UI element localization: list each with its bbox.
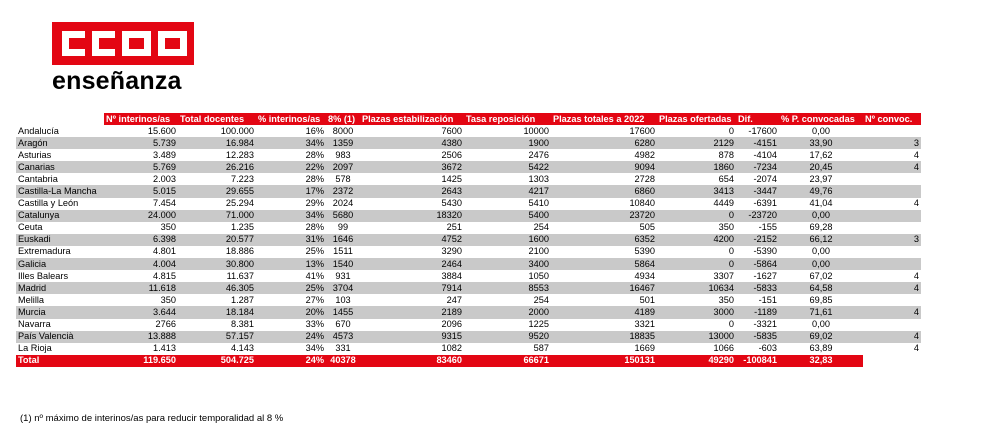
table-cell: 9520 <box>464 331 551 343</box>
table-cell: 71.000 <box>178 210 256 222</box>
table-cell: 1303 <box>528 173 549 184</box>
table-cell: -7234 <box>736 161 779 173</box>
table-cell: 2476 <box>528 149 549 160</box>
table-cell: 33% <box>305 319 324 330</box>
table-cell: 0,00 <box>812 125 830 136</box>
region-name: País Valencià <box>16 331 104 343</box>
table-cell: -1627 <box>753 270 777 281</box>
table-cell: 2129 <box>657 137 736 149</box>
table-cell: 11.618 <box>104 282 178 294</box>
table-cell: -5833 <box>736 282 779 294</box>
table-row <box>16 222 921 234</box>
table-cell: 22% <box>256 161 326 173</box>
table-cell: 100.000 <box>220 125 254 136</box>
total-cell: 83460 <box>360 355 464 367</box>
total-cell: 49290 <box>657 355 736 367</box>
header-blank-cell <box>16 113 104 125</box>
table-cell: -2152 <box>736 234 779 246</box>
table-cell: 0 <box>657 258 736 270</box>
table-cell: 1900 <box>464 137 551 149</box>
column-header: Plazas totales a 2022 <box>551 113 657 125</box>
table-cell: 254 <box>533 294 549 305</box>
table-cell: 2464 <box>360 258 464 270</box>
table-row <box>16 319 921 331</box>
table-cell <box>863 185 921 197</box>
table-cell: 2643 <box>360 185 464 197</box>
table-cell: 34% <box>256 210 326 222</box>
table-cell: 4 <box>863 331 921 343</box>
table-cell: 3400 <box>464 258 551 270</box>
column-header: Plazas estabilización <box>360 113 464 125</box>
table-cell: 13.888 <box>104 331 178 343</box>
column-header: Dif. <box>736 113 779 125</box>
total-cell: 24% <box>256 355 326 367</box>
column-header: 8% (1) <box>326 113 360 125</box>
table-cell: 1082 <box>441 343 462 354</box>
table-cell: 3413 <box>657 185 736 197</box>
table-cell: 6860 <box>551 185 657 197</box>
table-cell: 34% <box>305 343 324 354</box>
table-cell: -151 <box>758 294 777 305</box>
table-cell: 67,02 <box>809 270 833 281</box>
table-cell: 4200 <box>657 234 736 246</box>
total-cell: 66671 <box>464 355 551 367</box>
total-label: Total <box>16 355 104 367</box>
table-cell: 654 <box>718 173 734 184</box>
table-cell: 33,90 <box>779 137 863 149</box>
table-cell: 4 <box>913 343 919 354</box>
table-cell: 1.235 <box>231 222 254 233</box>
table-cell <box>863 210 921 222</box>
table-cell: 1600 <box>464 234 551 246</box>
table-cell: 878 <box>718 149 734 160</box>
table-row <box>16 282 921 294</box>
table-cell: 20.577 <box>178 234 256 246</box>
table-cell: 4449 <box>713 198 734 209</box>
table-cell: 23,97 <box>809 173 833 184</box>
table-cell: 18.886 <box>225 246 254 257</box>
table-row <box>16 234 921 246</box>
table-cell: -1189 <box>736 306 779 318</box>
table-cell: 2096 <box>441 319 462 330</box>
table-cell: 24% <box>256 331 326 343</box>
region-name: Canarias <box>16 161 104 173</box>
table-cell: 16467 <box>551 282 657 294</box>
table-cell: 350 <box>718 294 734 305</box>
table-cell: -3321 <box>753 319 777 330</box>
total-cell: -100841 <box>736 355 779 367</box>
table-cell: 578 <box>335 173 351 184</box>
table-cell: 7600 <box>441 125 462 136</box>
table-cell: 2506 <box>441 149 462 160</box>
table-cell: 27% <box>305 294 324 305</box>
table-cell: 1669 <box>634 343 655 354</box>
table-cell: 69,85 <box>809 294 833 305</box>
table-cell: 2372 <box>326 185 360 197</box>
table-row <box>16 331 921 343</box>
table-cell: 66,12 <box>779 234 863 246</box>
table-cell: 1.287 <box>231 294 254 305</box>
table-cell: 3290 <box>441 246 462 257</box>
table-cell: 3.644 <box>104 306 178 318</box>
table-cell: 25.294 <box>225 198 254 209</box>
table-cell: 505 <box>639 222 655 233</box>
table-cell: 41,04 <box>809 198 833 209</box>
table-row <box>16 270 921 282</box>
table-cell: 1540 <box>326 258 360 270</box>
table-cell: 3.489 <box>153 149 176 160</box>
table-cell: 46.305 <box>178 282 256 294</box>
table-cell: 64,58 <box>779 282 863 294</box>
table-cell: -3447 <box>736 185 779 197</box>
region-name: Cantabria <box>18 173 58 184</box>
table-cell: -155 <box>758 222 777 233</box>
table-cell: 4 <box>913 270 919 281</box>
table-cell: 1425 <box>441 173 462 184</box>
table-cell: 7914 <box>360 282 464 294</box>
region-name: Murcia <box>16 306 104 318</box>
table-cell: 3307 <box>713 270 734 281</box>
table-total-row <box>16 355 921 367</box>
region-name: Catalunya <box>16 210 104 222</box>
region-name: Ceuta <box>18 222 43 233</box>
table-cell: 4982 <box>634 149 655 160</box>
table-cell: 501 <box>639 294 655 305</box>
table-cell: 9315 <box>360 331 464 343</box>
table-cell: 8553 <box>464 282 551 294</box>
table-cell: 0 <box>728 125 734 136</box>
table-cell: 1.413 <box>153 343 176 354</box>
table-cell: 20% <box>256 306 326 318</box>
table-cell: 3000 <box>657 306 736 318</box>
table-row <box>16 137 921 149</box>
table-cell: 17% <box>256 185 326 197</box>
table-cell: 1066 <box>713 343 734 354</box>
table-cell: 20,45 <box>779 161 863 173</box>
table-row <box>16 210 921 222</box>
table-row <box>16 306 921 318</box>
table-cell: 5400 <box>464 210 551 222</box>
table-cell: 3672 <box>360 161 464 173</box>
table-cell <box>863 246 921 258</box>
column-header: Nº convoc. <box>863 113 921 125</box>
table-cell: 1646 <box>326 234 360 246</box>
table-cell: 4 <box>863 282 921 294</box>
table-cell <box>863 258 921 270</box>
table-cell: -603 <box>758 343 777 354</box>
table-cell: 4752 <box>360 234 464 246</box>
table-cell: 16.984 <box>178 137 256 149</box>
table-cell: 350 <box>160 222 176 233</box>
table-cell: 5410 <box>528 198 549 209</box>
table-cell: 8.381 <box>231 319 254 330</box>
table-cell: 0,00 <box>812 319 830 330</box>
table-cell: 4.143 <box>231 343 254 354</box>
table-cell: 5.015 <box>104 185 178 197</box>
table-cell: 34% <box>256 137 326 149</box>
table-cell: 7.454 <box>153 198 176 209</box>
table-cell: 18.184 <box>178 306 256 318</box>
table-cell: 17,62 <box>809 149 833 160</box>
total-cell: 32,83 <box>779 355 863 367</box>
table-cell <box>863 222 921 234</box>
table-cell: -23720 <box>736 210 779 222</box>
table-cell: 63,89 <box>809 343 833 354</box>
table-cell: 30.800 <box>178 258 256 270</box>
table-row <box>16 258 921 270</box>
table-cell: 18835 <box>551 331 657 343</box>
table-row <box>16 149 921 161</box>
column-header: Total docentes <box>178 113 256 125</box>
table-cell: 18320 <box>360 210 464 222</box>
table-cell: 2766 <box>155 319 176 330</box>
table-cell: -17600 <box>748 125 777 136</box>
table-cell: 15.600 <box>147 125 176 136</box>
footnote: (1) nº máximo de interinos/as para reducir temporalidad al 8 % <box>20 413 284 424</box>
table-cell: 247 <box>446 294 462 305</box>
table-row <box>16 185 921 197</box>
table-cell: 2097 <box>326 161 360 173</box>
table-cell: 0 <box>657 210 736 222</box>
column-header: Tasa reposición <box>464 113 551 125</box>
region-name: Extremadura <box>18 246 71 257</box>
total-cell: 119.650 <box>104 355 178 367</box>
table-cell: 2728 <box>634 173 655 184</box>
table-cell: 254 <box>533 222 549 233</box>
table-row <box>16 198 921 210</box>
table-cell: 587 <box>533 343 549 354</box>
table-cell: -4104 <box>753 149 777 160</box>
interinos-table <box>16 113 921 367</box>
table-cell: -2074 <box>753 173 777 184</box>
table-cell <box>863 319 921 331</box>
table-cell: 28% <box>305 173 324 184</box>
region-name: Asturias <box>18 149 52 160</box>
table-cell: 6280 <box>551 137 657 149</box>
table-cell: -6391 <box>753 198 777 209</box>
column-header: Plazas ofertadas <box>657 113 736 125</box>
table-cell: 11.637 <box>226 270 254 281</box>
table-cell: 49,76 <box>779 185 863 197</box>
table-cell: -5835 <box>736 331 779 343</box>
table-cell: 25% <box>305 246 324 257</box>
ccoo-logo <box>52 22 194 95</box>
table-cell: 23720 <box>551 210 657 222</box>
table-cell: 0,00 <box>812 246 830 257</box>
table-cell: 29.655 <box>178 185 256 197</box>
table-cell: 4 <box>913 198 919 209</box>
table-cell: 4217 <box>464 185 551 197</box>
table-cell: 10840 <box>629 198 655 209</box>
column-header: Nº interinos/as <box>104 113 178 125</box>
table-cell: 251 <box>446 222 462 233</box>
table-cell: 16% <box>305 125 324 136</box>
table-cell: 10000 <box>523 125 549 136</box>
table-cell: 41% <box>305 270 324 281</box>
table-cell: 69,02 <box>779 331 863 343</box>
table-cell: 1455 <box>326 306 360 318</box>
table-cell: 5390 <box>634 246 655 257</box>
table-cell: 4.815 <box>153 270 176 281</box>
table-cell: 26.216 <box>178 161 256 173</box>
table-row <box>16 343 921 355</box>
region-name: Galicia <box>16 258 104 270</box>
table-cell: 983 <box>335 149 351 160</box>
table-cell: 0 <box>728 246 734 257</box>
table-cell: 6352 <box>551 234 657 246</box>
table-cell: 0 <box>728 319 734 330</box>
table-row <box>16 125 921 137</box>
table-cell: 31% <box>256 234 326 246</box>
table-cell: 4.801 <box>153 246 176 257</box>
table-cell: 71,61 <box>779 306 863 318</box>
ccoo-brand-mark <box>52 22 194 65</box>
table-cell: 1860 <box>657 161 736 173</box>
region-name: Melilla <box>18 294 45 305</box>
table-cell: 57.157 <box>178 331 256 343</box>
table-cell: 2100 <box>528 246 549 257</box>
table-cell <box>863 173 921 185</box>
table-cell: 7.223 <box>231 173 254 184</box>
region-name: Navarra <box>18 319 51 330</box>
table-cell: 8000 <box>332 125 354 136</box>
table-cell: 25% <box>256 282 326 294</box>
table-cell: 4573 <box>326 331 360 343</box>
table-cell: 1511 <box>333 246 353 257</box>
table-cell: 5.769 <box>104 161 178 173</box>
logo-subtitle: enseñanza <box>52 67 182 95</box>
table-cell: 5422 <box>464 161 551 173</box>
table-cell: 6.398 <box>104 234 178 246</box>
table-cell: 13000 <box>657 331 736 343</box>
table-cell: 350 <box>160 294 176 305</box>
table-cell: 4380 <box>360 137 464 149</box>
region-name: Illes Balears <box>18 270 69 281</box>
table-row <box>16 161 921 173</box>
table-cell: 4 <box>863 306 921 318</box>
column-header: % P. convocadas <box>779 113 863 125</box>
table-cell: 99 <box>337 222 349 233</box>
ccoo-letters-icon <box>52 22 194 65</box>
table-cell: 2.003 <box>153 173 176 184</box>
table-cell: 3 <box>863 137 921 149</box>
region-name: Castilla y León <box>18 198 79 209</box>
table-cell: 2000 <box>464 306 551 318</box>
region-name: Castilla-La Mancha <box>16 185 104 197</box>
table-cell: -5864 <box>736 258 779 270</box>
table-cell: 13% <box>256 258 326 270</box>
table-cell: 4 <box>913 149 919 160</box>
table-cell: 3321 <box>634 319 655 330</box>
total-cell: 150131 <box>551 355 657 367</box>
table-cell: 10634 <box>657 282 736 294</box>
table-cell: 1050 <box>528 270 549 281</box>
table-cell: 5430 <box>441 198 462 209</box>
table-cell: 9094 <box>551 161 657 173</box>
region-name: Euskadi <box>16 234 104 246</box>
table-row <box>16 173 921 185</box>
table-cell: 5680 <box>326 210 360 222</box>
table-cell: 931 <box>335 270 351 281</box>
table-cell: 4189 <box>551 306 657 318</box>
table-row <box>16 246 921 258</box>
table-cell: 2189 <box>360 306 464 318</box>
total-cell: 504.725 <box>178 355 256 367</box>
table-cell: 17600 <box>629 125 655 136</box>
table-cell: 29% <box>305 198 324 209</box>
region-name: Aragón <box>16 137 104 149</box>
table-cell <box>863 125 921 137</box>
table-cell: 4 <box>863 161 921 173</box>
table-cell: 24.000 <box>104 210 178 222</box>
table-cell: -5390 <box>753 246 777 257</box>
region-name: La Rioja <box>18 343 52 354</box>
total-cell <box>863 355 921 367</box>
table-cell: 103 <box>335 294 351 305</box>
table-cell <box>863 294 921 306</box>
table-cell: 5864 <box>551 258 657 270</box>
table-header-row <box>16 113 921 125</box>
table-cell: 28% <box>305 222 324 233</box>
table-cell: 0,00 <box>779 258 863 270</box>
table-cell: -4151 <box>736 137 779 149</box>
region-name: Madrid <box>16 282 104 294</box>
total-cell: 40378 <box>326 355 360 367</box>
table-cell: 3 <box>863 234 921 246</box>
table-cell: 12.283 <box>225 149 254 160</box>
table-cell: 0,00 <box>779 210 863 222</box>
table-cell: 4934 <box>634 270 655 281</box>
table-cell: 2024 <box>332 198 354 209</box>
table-cell: 5.739 <box>104 137 178 149</box>
table-cell: 350 <box>718 222 734 233</box>
table-cell: 3884 <box>441 270 462 281</box>
table-row <box>16 294 921 306</box>
table-cell: 69,28 <box>809 222 833 233</box>
table-cell: 28% <box>305 149 324 160</box>
table-cell: 1225 <box>528 319 549 330</box>
table-cell: 4.004 <box>104 258 178 270</box>
table-cell: 331 <box>335 343 351 354</box>
table-cell: 3704 <box>326 282 360 294</box>
column-header: % interinos/as <box>256 113 326 125</box>
table-cell: 1359 <box>326 137 360 149</box>
table-cell: 670 <box>335 319 351 330</box>
region-name: Andalucía <box>18 125 59 136</box>
